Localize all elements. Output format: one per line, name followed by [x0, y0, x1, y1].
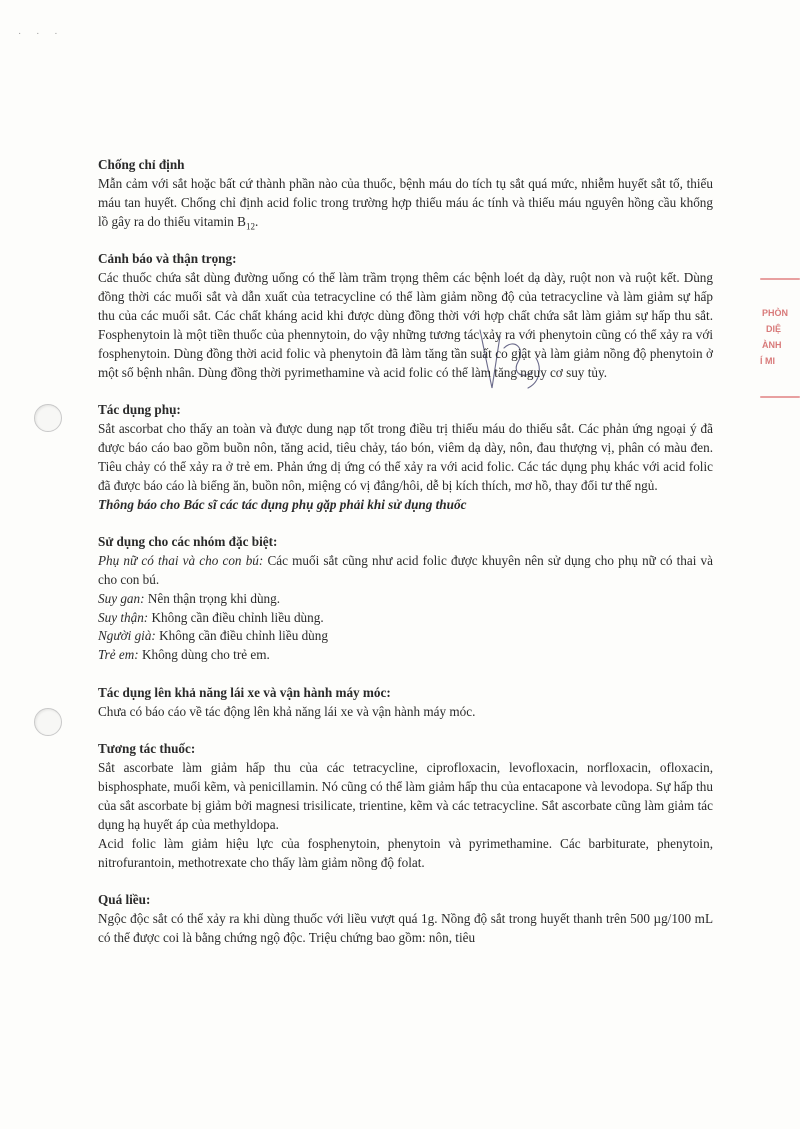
stamp-arc-bottom: [760, 396, 800, 398]
item-text: Các muối sắt cũng như acid folic được khuyên nên sử dụng cho phụ nữ có thai và cho con bú.: [98, 552, 713, 587]
stamp-fragment: [756, 278, 800, 418]
section-heading: Tương tác thuốc:: [98, 741, 196, 757]
section-heading: Chống chỉ định: [98, 157, 185, 172]
item-label: Phụ nữ có thai và cho con bú:: [98, 552, 264, 568]
section: [98, 533, 713, 665]
scan-corner-marks: · · ·: [18, 28, 64, 39]
section: [98, 891, 713, 948]
punch-hole-lower: [34, 708, 62, 736]
stamp-arc-top: [760, 278, 800, 280]
section: [98, 740, 713, 872]
labeled-item: [98, 627, 713, 646]
document-body: [98, 156, 713, 966]
section: [98, 156, 713, 232]
paragraph: Sắt ascorbat cho thấy an toàn và được dung nạp tốt trong điều trị thiếu máu do thiếu sắt. Các phản ứng ngoại ý đã được báo cáo bao gồm buồn nôn, tăng acid, tiêu chảy, táo bón, viêm dạ dày, nôn, đau thượng vị, phân có màu đen. Tiêu chảy có thể xảy ra ở trẻ em. Phản ứng dị ứng có thể xảy ra với acid folic. Các tác dụng phụ khác với acid folic đã được báo cáo là biếng ăn, buồn nôn, miệng có vị đắng/hôi, dễ bị kích thích, mơ hồ, thay đổi tư thế ngủ.: [98, 420, 713, 493]
subscript: 12: [245, 221, 255, 232]
paragraph-text: Mẫn cảm với sắt hoặc bất cứ thành phần nào của thuốc, bệnh máu do tích tụ sắt quá mức, nhiễm huyết sắt tố, thiếu máu tan huyết. Chống chỉ định acid folic trong trường hợp thiếu máu ác tính và thiếu máu nguyên hồng cầu khổng lồ gây ra do thiếu vitamin B: [98, 175, 713, 229]
item-label: Suy gan:: [98, 590, 145, 606]
labeled-item: [98, 609, 713, 628]
section-heading: Sử dụng cho các nhóm đặc biệt:: [98, 533, 278, 549]
paragraph: Acid folic làm giảm hiệu lực của fosphenytoin, phenytoin và pyrimethamine. Các barbiturate, phenytoin, nitrofurantoin, methotrexate cho thấy làm giảm nồng độ folat.: [98, 835, 713, 870]
section-heading: Cảnh báo và thận trọng:: [98, 251, 237, 267]
emphasis-note: Thông báo cho Bác sĩ các tác dụng phụ gặp phải khi sử dụng thuốc: [98, 496, 467, 512]
paragraph: Sắt ascorbate làm giảm hấp thu của các tetracycline, ciprofloxacin, levofloxacin, norfloxacin, ofloxacin, bisphosphate, muối kẽm, và penicillamin. Nó cũng có thể làm giảm hấp thu của entacapone và levodopa. Sự hấp thu của sắt ascorbate bị giảm bởi magnesi trisilicate, trientine, kẽm và các tetracycline. Sắt ascorbate cũng làm giảm tác dụng hạ huyết áp của methyldopa.: [98, 759, 713, 832]
item-text: Không cần điều chỉnh liều dùng.: [148, 609, 324, 625]
paragraph: [98, 175, 713, 232]
paragraph-text: .: [254, 213, 259, 229]
item-text: Không cần điều chỉnh liều dùng: [155, 628, 328, 644]
item-label: Trẻ em:: [98, 647, 139, 663]
labeled-item: [98, 646, 713, 665]
section-heading: Tác dụng phụ:: [98, 401, 181, 417]
item-label: Người già:: [98, 628, 156, 644]
section-heading: Tác dụng lên khả năng lái xe và vận hành máy móc:: [98, 684, 391, 700]
section-heading: Quá liều:: [98, 891, 151, 907]
stamp-text-line: Í MI: [760, 356, 775, 366]
paragraph: Chưa có báo cáo về tác động lên khả năng lái xe và vận hành máy móc.: [98, 703, 476, 719]
section: [98, 250, 713, 382]
paragraph: Các thuốc chứa sắt dùng đường uống có thể làm trầm trọng thêm các bệnh loét dạ dày, ruột non và ruột kết. Dùng đồng thời các muối sắt và dẫn xuất của tetracycline có thể làm giảm nồng độ của tetracycline và làm giảm sự hấp thu của các muối sắt. Các chất kháng acid khi được dùng đồng thời với hợp chất chứa sắt làm giảm sự hấp thu sắt. Fosphenytoin là một tiền thuốc của phennytoin, do vậy những tương tác xảy ra với phenytoin cũng có thể xảy ra với fosphenytoin. Dùng đồng thời acid folic và phenytoin đã làm tăng tần suất co giật và làm giảm nồng độ phenytoin ở một số bệnh nhân. Dùng đồng thời pyrimethamine và acid folic có thể làm tăng nguy cơ suy tủy.: [98, 270, 713, 380]
labeled-item: [98, 552, 713, 590]
section: [98, 684, 713, 722]
stamp-text-line: DIỆ: [766, 324, 782, 334]
item-label: Suy thận:: [98, 609, 149, 625]
item-text: Không dùng cho trẻ em.: [138, 647, 270, 663]
stamp-text-line: PHÒN: [762, 308, 789, 318]
punch-hole-upper: [34, 404, 62, 432]
labeled-item: [98, 590, 713, 609]
stamp-text-line: ÀNH: [762, 340, 782, 350]
section: [98, 401, 713, 514]
paragraph: Ngộc độc sắt có thể xảy ra khi dùng thuốc với liều vượt quá 1g. Nồng độ sắt trong huyết thanh trên 500 µg/100 mL có thể được coi là bằng chứng ngộ độc. Triệu chứng bao gồm: nôn, tiêu: [98, 910, 713, 945]
item-text: Nên thận trọng khi dùng.: [144, 590, 281, 606]
